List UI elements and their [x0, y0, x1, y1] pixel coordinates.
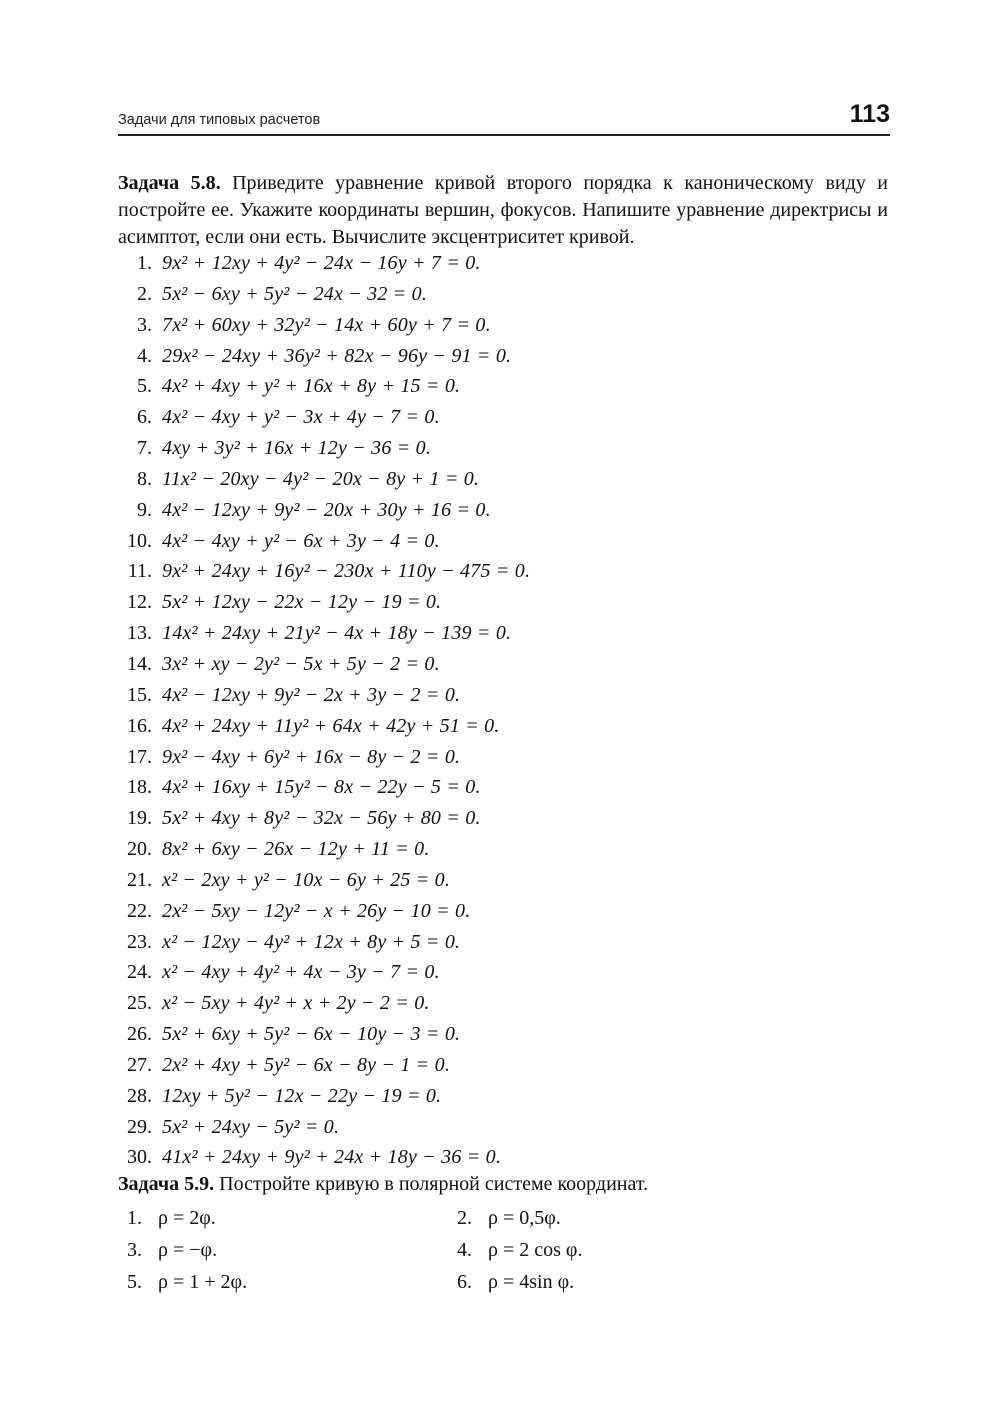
problem-number: 12. [127, 591, 152, 614]
problem-equation: 12xy + 5y² − 12x − 22y − 19 = 0. [162, 1084, 442, 1107]
problem-number: 30. [127, 1146, 152, 1169]
problem-number: 27. [127, 1053, 152, 1076]
polar-item-number: 1. [127, 1207, 142, 1229]
problem-item [110, 526, 810, 557]
problem-item [110, 896, 810, 927]
problem-number: 6. [137, 406, 152, 429]
problem-equation: 5x² + 4xy + 8y² − 32x − 56y + 80 = 0. [162, 807, 481, 830]
problem-number: 15. [127, 683, 152, 706]
task-5-9-text: Постройте кривую в полярной системе координат. [219, 1173, 649, 1195]
polar-item [110, 1239, 217, 1262]
problem-item [110, 279, 810, 310]
problem-item [110, 371, 810, 402]
problem-item [110, 1142, 810, 1173]
problem-item [110, 341, 810, 372]
problem-equation: 4x² − 4xy + y² − 3x + 4y − 7 = 0. [162, 406, 440, 429]
problem-number: 2. [137, 282, 152, 305]
running-header-title: Задачи для типовых расчетов [118, 112, 321, 128]
problem-equation: 2x² − 5xy − 12y² − x + 26y − 10 = 0. [162, 899, 471, 922]
problem-item [110, 834, 810, 865]
problem-number: 4. [137, 344, 152, 367]
problem-item [110, 587, 810, 618]
problem-item [110, 1050, 810, 1081]
problem-item [110, 433, 810, 464]
page-number: 113 [849, 100, 890, 128]
problem-equation: x² − 12xy − 4y² + 12x + 8y + 5 = 0. [162, 930, 461, 953]
problem-number: 25. [127, 992, 152, 1015]
problem-number: 18. [127, 776, 152, 799]
problem-item [110, 248, 810, 279]
problem-equation: 29x² − 24xy + 36y² + 82x − 96y − 91 = 0. [162, 344, 512, 367]
problem-item [110, 1112, 810, 1143]
polar-item [440, 1271, 574, 1294]
problem-number: 17. [127, 745, 152, 768]
polar-item-equation: ρ = 2 cos φ. [488, 1239, 583, 1261]
problem-item [110, 495, 810, 526]
problem-item [110, 649, 810, 680]
problem-equation: x² − 5xy + 4y² + x + 2y − 2 = 0. [162, 992, 430, 1015]
problem-equation: 4x² + 16xy + 15y² − 8x − 22y − 5 = 0. [162, 776, 481, 799]
polar-row [110, 1237, 810, 1269]
polar-item [110, 1271, 247, 1294]
task-5-9-heading: Задача 5.9. [118, 1173, 215, 1195]
task-5-9-statement [118, 1173, 888, 1196]
problem-equation: 4x² + 4xy + y² + 16x + 8y + 15 = 0. [162, 375, 461, 398]
problem-number: 1. [137, 252, 152, 274]
problem-equation: 4x² − 12xy + 9y² − 2x + 3y − 2 = 0. [162, 683, 461, 706]
problem-item [110, 1019, 810, 1050]
problem-item [110, 556, 810, 587]
problem-number: 9. [137, 498, 152, 521]
problem-number: 19. [127, 807, 152, 830]
polar-item-number: 3. [127, 1239, 142, 1261]
problem-item [110, 402, 810, 433]
problem-equation: 4x² − 4xy + y² − 6x + 3y − 4 = 0. [162, 529, 440, 552]
page-header [118, 100, 890, 136]
problem-equation: 14x² + 24xy + 21y² − 4x + 18y − 139 = 0. [162, 622, 512, 645]
polar-item-equation: ρ = 4sin φ. [488, 1271, 575, 1293]
problem-number: 13. [127, 622, 152, 645]
problem-equation: 11x² − 20xy − 4y² − 20x − 8y + 1 = 0. [162, 467, 480, 490]
polar-item-equation: ρ = 1 + 2φ. [158, 1271, 248, 1293]
problem-item [110, 742, 810, 773]
task-5-9-problem-list [110, 1205, 810, 1301]
problem-equation: 4x² + 24xy + 11y² + 64x + 42y + 51 = 0. [162, 714, 500, 737]
polar-item-number: 5. [127, 1271, 142, 1293]
polar-item-number: 4. [457, 1239, 472, 1261]
problem-number: 21. [127, 868, 152, 891]
problem-number: 7. [137, 437, 152, 460]
problem-number: 11. [127, 560, 152, 583]
problem-equation: 7x² + 60xy + 32y² − 14x + 60y + 7 = 0. [162, 313, 491, 336]
problem-equation: 9x² − 4xy + 6y² + 16x − 8y − 2 = 0. [162, 745, 461, 768]
polar-row [110, 1205, 810, 1237]
problem-equation: 4xy + 3y² + 16x + 12y − 36 = 0. [162, 437, 432, 460]
problem-item [110, 772, 810, 803]
polar-item [440, 1239, 582, 1262]
problem-number: 23. [127, 930, 152, 953]
problem-equation: 2x² + 4xy + 5y² − 6x − 8y − 1 = 0. [162, 1053, 451, 1076]
polar-item [110, 1207, 216, 1230]
problem-item [110, 957, 810, 988]
problem-item [110, 310, 810, 341]
problem-number: 10. [127, 529, 152, 552]
problem-item [110, 803, 810, 834]
problem-item [110, 927, 810, 958]
task-5-8-statement [118, 170, 888, 251]
problem-equation: 41x² + 24xy + 9y² + 24x + 18y − 36 = 0. [162, 1146, 502, 1169]
polar-item-equation: ρ = 2φ. [158, 1207, 216, 1229]
problem-equation: 4x² − 12xy + 9y² − 20x + 30y + 16 = 0. [162, 498, 491, 521]
problem-item [110, 865, 810, 896]
problem-number: 28. [127, 1084, 152, 1107]
problem-number: 5. [137, 375, 152, 398]
polar-item-equation: ρ = 0,5φ. [488, 1207, 561, 1229]
problem-equation: x² − 2xy + y² − 10x − 6y + 25 = 0. [162, 868, 451, 891]
problem-number: 16. [127, 714, 152, 737]
problem-item [110, 711, 810, 742]
problem-item [110, 988, 810, 1019]
problem-number: 3. [137, 313, 152, 336]
polar-row [110, 1269, 810, 1301]
problem-equation: 5x² + 12xy − 22x − 12y − 19 = 0. [162, 591, 442, 614]
problem-number: 26. [127, 1023, 152, 1046]
task-5-8-text: Приведите уравнение кривой второго порядка к каноническому виду и постройте ее. Укажите координаты вершин, фокусов. Напишите уравнение директрисы и асимптот, если они есть. Вычислите эксцентриситет кривой. [118, 172, 889, 248]
problem-equation: 3x² + xy − 2y² − 5x + 5y − 2 = 0. [162, 652, 440, 675]
problem-equation: x² − 4xy + 4y² + 4x − 3y − 7 = 0. [162, 961, 440, 984]
problem-equation: 5x² − 6xy + 5y² − 24x − 32 = 0. [162, 282, 428, 305]
problem-equation: 9x² + 24xy + 16y² − 230x + 110y − 475 = 0. [162, 560, 531, 583]
problem-number: 20. [127, 838, 152, 861]
problem-item [110, 464, 810, 495]
problem-equation: 5x² + 24xy − 5y² = 0. [162, 1115, 340, 1138]
problem-number: 29. [127, 1115, 152, 1138]
task-5-8-heading: Задача 5.8. [118, 172, 221, 194]
problem-number: 24. [127, 961, 152, 984]
problem-number: 14. [127, 652, 152, 675]
problem-item [110, 680, 810, 711]
task-5-8-problem-list [110, 248, 810, 1173]
problem-item [110, 618, 810, 649]
problem-number: 22. [127, 899, 152, 922]
problem-item [110, 1081, 810, 1112]
polar-item [440, 1207, 561, 1230]
polar-item-number: 2. [457, 1207, 472, 1229]
polar-item-number: 6. [457, 1271, 472, 1293]
polar-item-equation: ρ = −φ. [158, 1239, 218, 1261]
problem-equation: 8x² + 6xy − 26x − 12y + 11 = 0. [162, 838, 430, 861]
problem-equation: 5x² + 6xy + 5y² − 6x − 10y − 3 = 0. [162, 1023, 461, 1046]
problem-equation: 9x² + 12xy + 4y² − 24x − 16y + 7 = 0. [162, 252, 481, 274]
problem-number: 8. [137, 467, 152, 490]
